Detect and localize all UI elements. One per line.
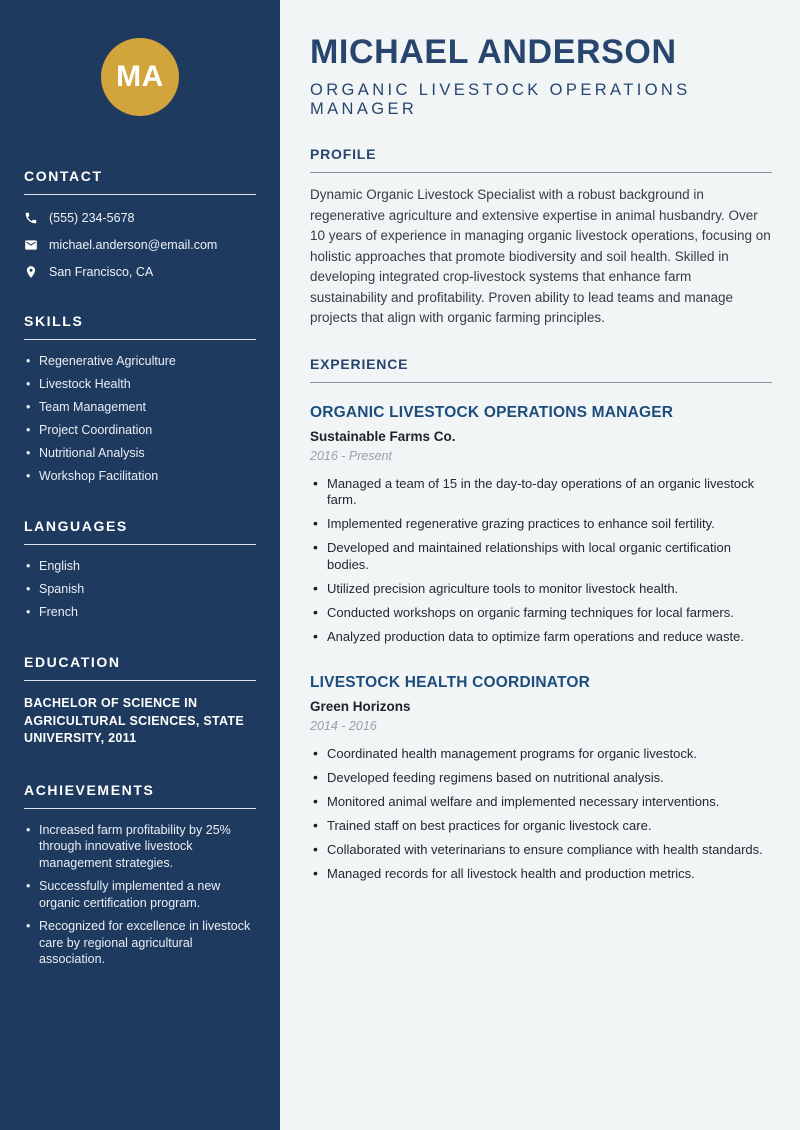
achievements-list	[24, 822, 256, 968]
job-title: LIVESTOCK HEALTH COORDINATOR	[310, 674, 591, 691]
job-bullet-list	[310, 746, 772, 883]
experience-section	[310, 356, 772, 883]
contact-location-row	[24, 265, 256, 279]
languages-list	[24, 558, 256, 620]
contact-list	[24, 211, 256, 279]
job-company: Sustainable Farms Co.	[310, 428, 456, 444]
job-bullet: • Trained staff on best practices for organic livestock care.	[310, 818, 772, 835]
profile-text: Dynamic Organic Livestock Specialist with a robust background in regenerative agriculture and extensive expertise in animal husbandry. Over 10 years of experience in managing organic livestock operations, focusing on holistic approaches that promote biodiversity and soil health. Skilled in developing integrated crop-livestock systems that enhance farm sustainability and profitability. Proven ability to lead teams and manage projects that align with organic farming principles.	[310, 187, 771, 325]
education-section	[24, 654, 256, 748]
job-bullet: • Conducted workshops on organic farming techniques for local farmers.	[310, 605, 772, 622]
skill-item: • Team Management	[24, 399, 256, 415]
skills-section	[24, 313, 256, 484]
job-dates: 2016 - Present	[310, 448, 392, 463]
job-bullet: • Developed feeding regimens based on nutritional analysis.	[310, 770, 772, 787]
skills-divider	[24, 339, 256, 340]
contact-heading: CONTACT	[24, 168, 103, 184]
skill-item: • Nutritional Analysis	[24, 445, 256, 461]
job-bullet: • Analyzed production data to optimize farm operations and reduce waste.	[310, 629, 772, 646]
email-value: michael.anderson@email.com	[49, 238, 218, 252]
achievements-heading: ACHIEVEMENTS	[24, 781, 155, 798]
email-icon	[24, 238, 38, 252]
education-divider	[24, 680, 256, 681]
job-dates: 2014 - 2016	[310, 719, 377, 733]
language-item: • French	[24, 604, 256, 620]
languages-section	[24, 518, 256, 620]
job-bullet: • Managed records for all livestock health and production metrics.	[310, 866, 772, 883]
skill-item: • Workshop Facilitation	[24, 468, 256, 484]
job-bullet: • Collaborated with veterinarians to ensure compliance with health standards.	[310, 842, 772, 859]
job-bullet: • Utilized precision agriculture tools to monitor livestock health.	[310, 581, 772, 598]
experience-heading: EXPERIENCE	[310, 356, 772, 383]
languages-divider	[24, 544, 256, 545]
candidate-title: ORGANIC LIVESTOCK OPERATIONS MANAGER	[310, 81, 691, 118]
job-bullet: • Coordinated health management programs for organic livestock.	[310, 746, 772, 763]
job-company: Green Horizons	[310, 699, 411, 714]
avatar-initials: MA	[116, 60, 164, 93]
location-icon	[24, 265, 38, 279]
achievements-divider	[24, 808, 256, 809]
avatar	[101, 38, 179, 116]
candidate-name: MICHAEL ANDERSON	[310, 33, 677, 71]
contact-phone-row	[24, 211, 256, 225]
achievement-item: • Increased farm profitability by 25% through innovative livestock management strategies.	[24, 822, 256, 872]
languages-heading: LANGUAGES	[24, 518, 128, 534]
skill-item: • Livestock Health	[24, 376, 256, 392]
phone-value: (555) 234-5678	[49, 211, 135, 225]
sidebar	[0, 0, 280, 1130]
language-item: • Spanish	[24, 581, 256, 597]
contact-section	[24, 168, 256, 279]
job-bullet: • Implemented regenerative grazing practices to enhance soil fertility.	[310, 516, 772, 533]
job-bullet: • Developed and maintained relationships with local organic certification bodies.	[310, 540, 772, 573]
main-content	[280, 0, 800, 1130]
phone-icon	[24, 211, 38, 225]
profile-heading: PROFILE	[310, 146, 772, 173]
contact-email-row	[24, 238, 256, 252]
skills-list	[24, 353, 256, 484]
job-bullet: • Monitored animal welfare and implemented necessary interventions.	[310, 794, 772, 811]
skill-item: • Regenerative Agriculture	[24, 353, 256, 369]
education-degree: BACHELOR OF SCIENCE IN AGRICULTURAL SCIENCES, STATE UNIVERSITY, 2011	[24, 696, 244, 745]
job-title: ORGANIC LIVESTOCK OPERATIONS MANAGER	[310, 403, 674, 421]
achievement-item: • Successfully implemented a new organic certification program.	[24, 878, 256, 911]
job-bullet: • Managed a team of 15 in the day-to-day operations of an organic livestock farm.	[310, 476, 772, 509]
experience-job-2	[310, 674, 772, 883]
experience-job-1	[310, 404, 772, 646]
education-heading: EDUCATION	[24, 654, 121, 670]
job-bullet-list	[310, 476, 772, 646]
skill-item: • Project Coordination	[24, 422, 256, 438]
location-value: San Francisco, CA	[49, 265, 154, 279]
language-item: • English	[24, 558, 256, 574]
skills-heading: SKILLS	[24, 313, 84, 329]
profile-section	[310, 146, 772, 329]
achievement-item: • Recognized for excellence in livestock care by regional agricultural association.	[24, 918, 256, 968]
contact-divider	[24, 194, 256, 195]
achievements-section	[24, 782, 256, 968]
